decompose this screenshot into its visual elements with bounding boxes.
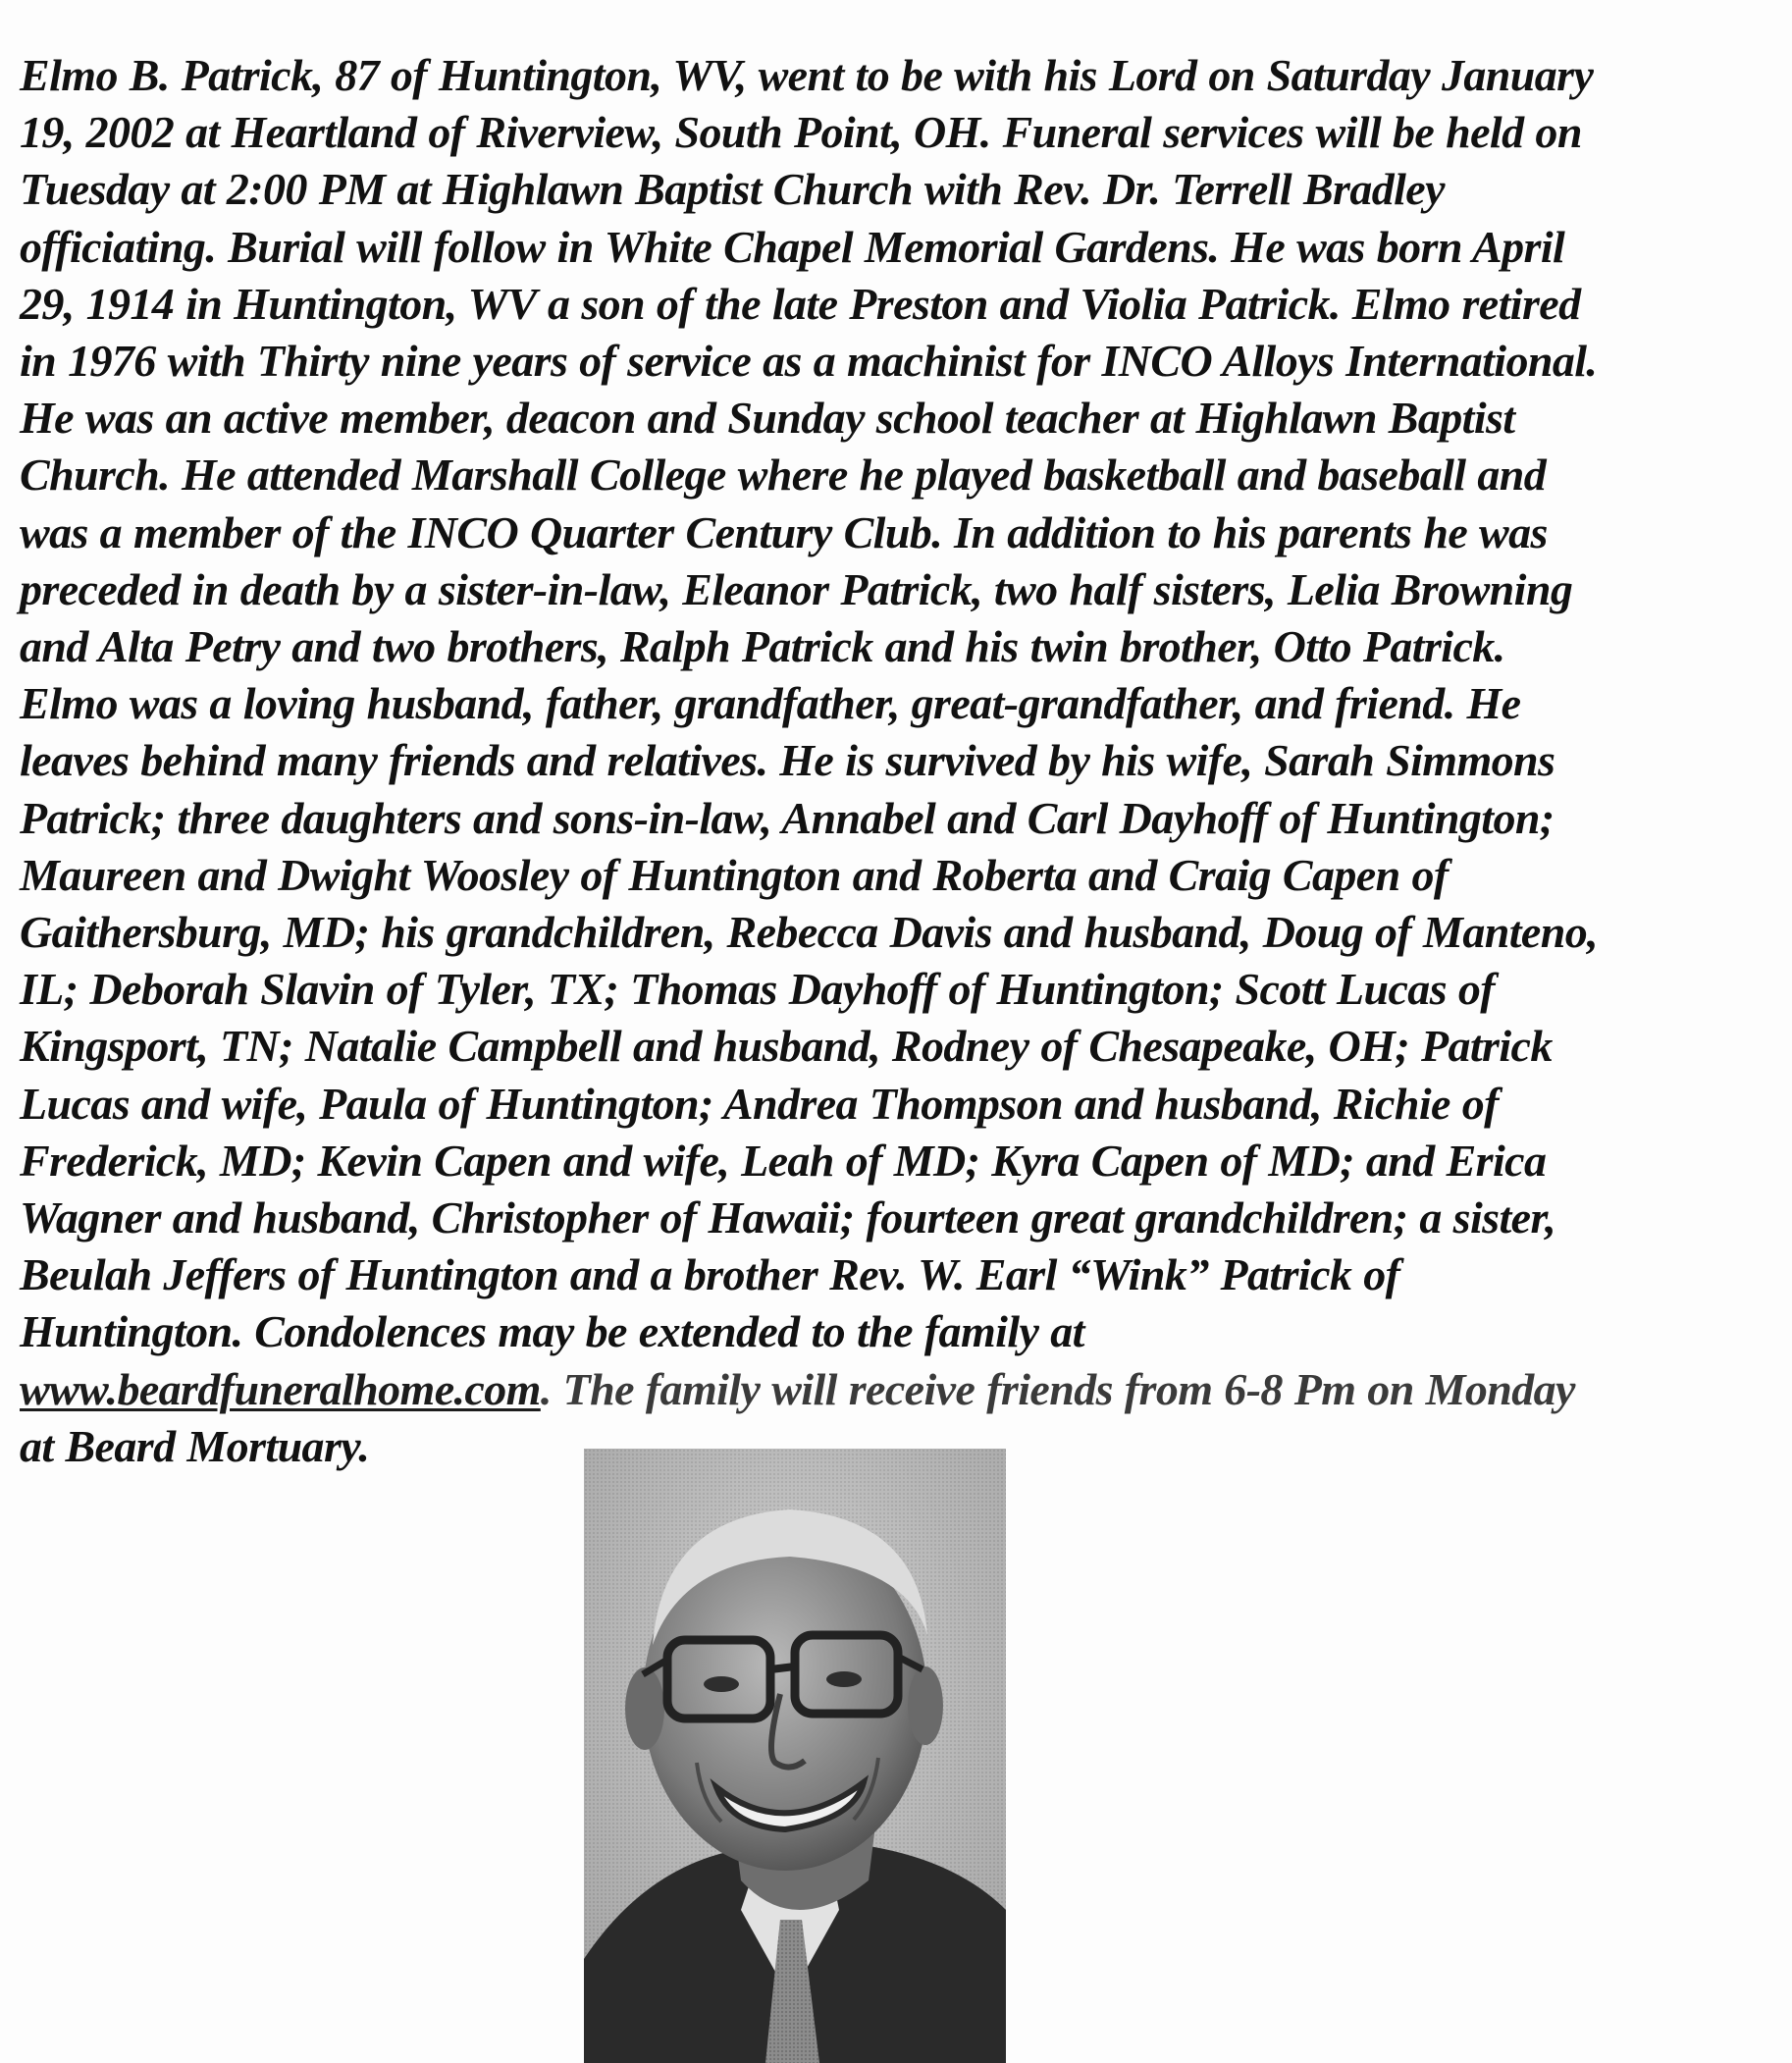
obituary-line: Kingsport, TN; Natalie Campbell and husband, Rodney of Chesapeake, OH; Patrick bbox=[20, 1021, 1553, 1072]
visitation-text: . The family will receive friends from 6-8 Pm on Monday bbox=[540, 1363, 1575, 1414]
obituary-line: Maureen and Dwight Woosley of Huntington and Roberta and Craig Capen of bbox=[20, 849, 1449, 900]
obituary-line: and Alta Petry and two brothers, Ralph Patrick and his twin brother, Otto Patrick. bbox=[20, 621, 1505, 672]
obituary-line: Huntington. Condolences may be extended to the family at bbox=[20, 1306, 1084, 1357]
obituary-text bbox=[20, 47, 1776, 1475]
obituary-link-line bbox=[20, 1361, 1776, 1418]
obituary-line: IL; Deborah Slavin of Tyler, TX; Thomas Dayhoff of Huntington; Scott Lucas of bbox=[20, 964, 1496, 1015]
obituary-line: Church. He attended Marshall College where he played basketball and baseball and bbox=[20, 450, 1547, 501]
portrait-photo-icon bbox=[584, 1449, 1006, 2063]
obituary-line: He was an active member, deacon and Sunday school teacher at Highlawn Baptist bbox=[20, 393, 1515, 444]
funeral-home-link[interactable]: www.beardfuneralhome.com bbox=[20, 1363, 541, 1414]
obituary-line: Frederick, MD; Kevin Capen and wife, Leah of MD; Kyra Capen of MD; and Erica bbox=[20, 1135, 1547, 1186]
obituary-line: was a member of the INCO Quarter Century Club. In addition to his parents he was bbox=[20, 506, 1548, 557]
obituary-line: 19, 2002 at Heartland of Riverview, South Point, OH. Funeral services will be held on bbox=[20, 107, 1582, 158]
obituary-line: Elmo was a loving husband, father, grandfather, great-grandfather, and friend. He bbox=[20, 678, 1521, 729]
portrait-photo bbox=[584, 1449, 1006, 2063]
obituary-line: preceded in death by a sister-in-law, Eleanor Patrick, two half sisters, Lelia Browning bbox=[20, 563, 1573, 614]
obituary-line: Lucas and wife, Paula of Huntington; Andrea Thompson and husband, Richie of bbox=[20, 1078, 1499, 1129]
obituary-final-line: at Beard Mortuary. bbox=[20, 1420, 370, 1471]
obituary-line: Elmo B. Patrick, 87 of Huntington, WV, went to be with his Lord on Saturday January bbox=[20, 50, 1594, 100]
obituary-line: Beulah Jeffers of Huntington and a brother Rev. W. Earl “Wink” Patrick of bbox=[20, 1249, 1400, 1300]
obituary-line: officiating. Burial will follow in White Chapel Memorial Gardens. He was born April bbox=[20, 221, 1565, 272]
obituary-line: leaves behind many friends and relatives. He is survived by his wife, Sarah Simmons bbox=[20, 735, 1555, 786]
obituary-line: Tuesday at 2:00 PM at Highlawn Baptist Church with Rev. Dr. Terrell Bradley bbox=[20, 164, 1445, 215]
obituary-line: Wagner and husband, Christopher of Hawaii; fourteen great grandchildren; a sister, bbox=[20, 1192, 1556, 1243]
obituary-line: Patrick; three daughters and sons-in-law, Annabel and Carl Dayhoff of Huntington; bbox=[20, 792, 1555, 843]
obituary-line: in 1976 with Thirty nine years of service as a machinist for INCO Alloys International. bbox=[20, 336, 1598, 387]
obituary-line: Gaithersburg, MD; his grandchildren, Rebecca Davis and husband, Doug of Manteno, bbox=[20, 907, 1599, 958]
obituary-line: 29, 1914 in Huntington, WV a son of the late Preston and Violia Patrick. Elmo retired bbox=[20, 278, 1581, 329]
